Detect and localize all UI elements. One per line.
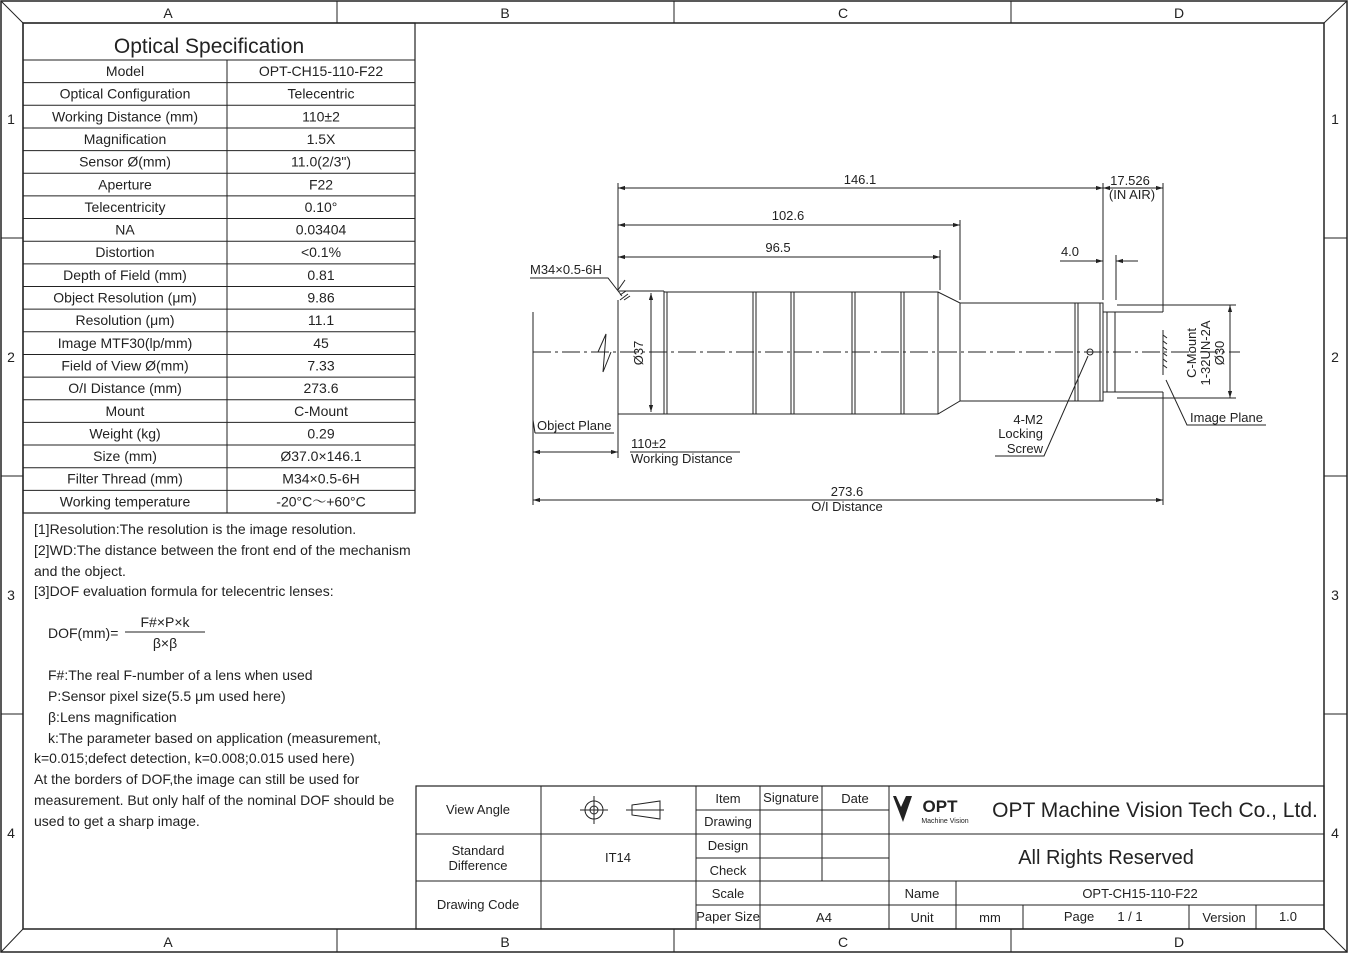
dim-back-label: 17.526 xyxy=(1110,173,1150,188)
def-k-line2: k=0.015;defect detection, k=0.008;0.015 used here) xyxy=(34,750,355,766)
zone-row-4-right: 4 xyxy=(1331,825,1339,841)
spec-row-value: 0.29 xyxy=(307,425,335,442)
spec-row-value: F22 xyxy=(308,176,334,193)
dim-back-note: (IN AIR) xyxy=(1108,187,1156,202)
spec-row-value: Ø37.0×146.1 xyxy=(280,448,362,465)
scale-label: Scale xyxy=(711,886,745,901)
page-label: Page xyxy=(1063,909,1095,924)
zone-col-a-bottom: A xyxy=(163,934,173,950)
dim-total-label: 146.1 xyxy=(843,172,877,187)
zone-row-1-right: 1 xyxy=(1331,111,1339,127)
object-plane-label: Object Plane xyxy=(537,418,612,433)
drawing-labels xyxy=(530,172,1263,514)
spec-row-label: Filter Thread (mm) xyxy=(67,470,183,487)
projection-symbol-icon xyxy=(580,796,664,824)
std-diff-label-1: Standard xyxy=(451,843,505,858)
drawing-label: Drawing xyxy=(704,814,752,829)
spec-row-value: 9.86 xyxy=(307,289,335,306)
oi-label: O/I Distance xyxy=(811,499,883,514)
spec-row-label: Resolution (μm) xyxy=(75,312,175,329)
zone-col-b-top: B xyxy=(500,5,510,21)
spec-row-value: 11.0(2/3") xyxy=(291,153,351,170)
wd-label: Working Distance xyxy=(631,451,733,466)
spec-row-label: Model xyxy=(105,63,145,79)
dia37-label: Ø37 xyxy=(631,340,646,366)
formula-lhs: DOF(mm)= xyxy=(48,625,119,641)
paper-size-value: A4 xyxy=(816,910,832,925)
spec-row-value: 11.1 xyxy=(307,312,335,329)
spec-row-value: M34×0.5-6H xyxy=(282,470,360,487)
spec-row-value: 110±2 xyxy=(302,108,340,125)
rights-text: All Rights Reserved xyxy=(1018,847,1194,869)
page-value: 1 / 1 xyxy=(1117,909,1143,924)
note-resolution: [1]Resolution:The resolution is the image resolution. xyxy=(34,521,357,537)
dia30-label: Ø30 xyxy=(1212,340,1227,366)
zone-row-2-right: 2 xyxy=(1331,349,1339,365)
spec-table xyxy=(23,23,415,513)
zone-col-b-bottom: B xyxy=(500,934,510,950)
spec-row-label: Working temperature xyxy=(59,493,191,510)
spec-row-label: O/I Distance (mm) xyxy=(68,380,182,397)
signature-label: Signature xyxy=(763,790,819,805)
zone-row-2-left: 2 xyxy=(7,349,15,365)
spec-row-label: Optical Configuration xyxy=(59,85,191,102)
spec-row-label: Image MTF30(lp/mm) xyxy=(57,334,193,351)
spec-row-label: Weight (kg) xyxy=(89,425,161,442)
company-name: OPT Machine Vision Tech Co., Ltd. xyxy=(992,799,1318,822)
spec-row-value: 1.5X xyxy=(306,130,336,147)
zone-row-4-left: 4 xyxy=(7,825,15,841)
paper-size-label: Paper Size xyxy=(696,909,760,924)
wd-value: 110±2 xyxy=(631,436,667,451)
spec-row-label: Aperture xyxy=(98,176,152,193)
date-label: Date xyxy=(841,791,869,806)
notes xyxy=(34,521,411,829)
def-pixel: P:Sensor pixel size(5.5 μm used here) xyxy=(48,688,286,704)
formula-denominator: β×β xyxy=(152,635,178,651)
spec-row-value: 0.03404 xyxy=(295,221,347,238)
zone-row-3-right: 3 xyxy=(1331,587,1339,603)
dim-96-label: 96.5 xyxy=(765,240,791,255)
spec-row-label: Size (mm) xyxy=(93,448,157,465)
spec-row-label: Distortion xyxy=(95,244,155,261)
view-angle-label: View Angle xyxy=(445,802,511,817)
note-dof: [3]DOF evaluation formula for telecentric lenses: xyxy=(34,583,334,599)
image-plane-label: Image Plane xyxy=(1190,410,1263,425)
spec-rows xyxy=(23,60,415,513)
def-beta: β:Lens magnification xyxy=(48,709,177,725)
def-fnumber: F#:The real F-number of a lens when used xyxy=(48,667,313,683)
zone-row-1-left: 1 xyxy=(7,111,15,127)
zone-col-c-top: C xyxy=(837,5,849,21)
name-label: Name xyxy=(904,886,940,901)
drawing-code-label: Drawing Code xyxy=(436,897,520,912)
spec-row-label: NA xyxy=(115,221,135,238)
cmount-label: C-Mount xyxy=(1184,328,1199,378)
thread-label: M34×0.5-6H xyxy=(530,262,602,277)
oi-value: 273.6 xyxy=(830,484,864,499)
thread-leader xyxy=(530,278,622,296)
zone-col-c-bottom: C xyxy=(837,934,849,950)
screw-label-3: Screw xyxy=(1006,441,1043,456)
std-diff-label-2: Difference xyxy=(448,858,508,873)
spec-row-label: Sensor Ø(mm) xyxy=(79,153,171,170)
unit-label: Unit xyxy=(910,910,934,925)
spec-row-value: 7.33 xyxy=(307,357,335,374)
design-label: Design xyxy=(707,838,749,853)
note-wd-line1: [2]WD:The distance between the front end of the mechanism xyxy=(34,542,411,558)
zone-col-d-top: D xyxy=(1173,5,1185,21)
spec-row-value: C-Mount xyxy=(294,402,348,419)
zone-col-d-bottom: D xyxy=(1173,934,1185,950)
spec-title: Optical Specification xyxy=(113,35,305,58)
spec-row-value: 0.10° xyxy=(304,198,338,215)
check-label: Check xyxy=(709,863,747,878)
logo-subtext: Machine Vision xyxy=(921,818,969,825)
screw-label-1: 4-M2 xyxy=(1013,412,1043,427)
break-mark xyxy=(598,334,611,372)
item-label: Item xyxy=(715,791,741,806)
lens-body xyxy=(618,280,1163,414)
spec-row-label: Mount xyxy=(105,402,145,419)
spec-row-value: 273.6 xyxy=(303,380,339,397)
spec-row-label: Depth of Field (mm) xyxy=(63,266,187,283)
spec-row-value: Telecentric xyxy=(287,85,355,102)
zone-row-3-left: 3 xyxy=(7,587,15,603)
logo-text: OPT xyxy=(922,797,958,816)
spec-row-label: Magnification xyxy=(83,130,167,147)
note-border-line3: used to get a sharp image. xyxy=(34,813,200,829)
spec-row-label: Object Resolution (μm) xyxy=(53,289,197,306)
spec-row-label: Field of View Ø(mm) xyxy=(61,357,189,374)
version-value: 1.0 xyxy=(1278,909,1298,924)
note-border-line2: measurement. But only half of the nominal DOF should be xyxy=(34,792,395,808)
unit-value: mm xyxy=(979,910,1001,925)
dim-4-label: 4.0 xyxy=(1060,244,1080,259)
spec-row-value: 45 xyxy=(313,334,329,351)
spec-row-label: Working Distance (mm) xyxy=(52,108,198,125)
version-label: Version xyxy=(1202,910,1246,925)
note-wd-line2: and the object. xyxy=(34,563,126,579)
formula-numerator: F#×P×k xyxy=(140,614,190,630)
screw-label-2: Locking xyxy=(998,426,1043,441)
std-diff-value: IT14 xyxy=(604,850,632,865)
note-border-line1: At the borders of DOF,the image can still be used for xyxy=(34,771,360,787)
spec-row-label: Telecentricity xyxy=(84,198,166,215)
def-k-line1: k:The parameter based on application (measurement, xyxy=(48,730,382,746)
spec-row-value: <0.1% xyxy=(300,244,342,261)
name-value: OPT-CH15-110-F22 xyxy=(1082,886,1198,901)
thread-spec-label: 1-32UN-2A xyxy=(1198,320,1213,386)
spec-row-value: OPT-CH15-110-F22 xyxy=(258,63,384,79)
spec-row-value: -20°C～+60°C xyxy=(276,493,366,510)
dim-102-label: 102.6 xyxy=(771,208,805,223)
spec-row-value: 0.81 xyxy=(307,266,335,283)
zone-col-a-top: A xyxy=(163,5,173,21)
